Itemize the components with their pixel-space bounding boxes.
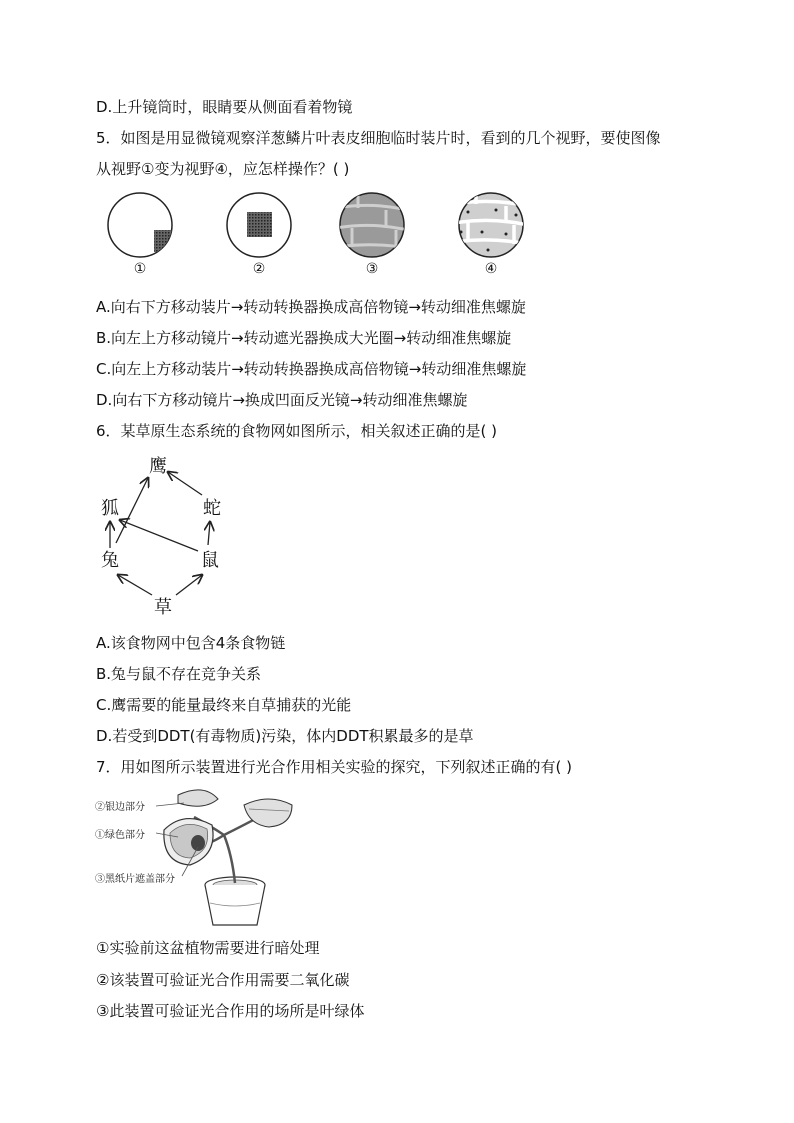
q5-stem-line1: 5．如图是用显微镜观察洋葱鳞片叶表皮细胞临时装片时，看到的几个视野，要使图像: [96, 129, 661, 147]
q6-option-b: B.兔与鼠不存在竞争关系: [96, 665, 262, 683]
view-3-label: ③: [365, 261, 379, 277]
view-1-label: ①: [133, 261, 147, 277]
microscope-views-figure: [96, 190, 536, 280]
q5-option-c: C.向左上方移动装片→转动转换器换成高倍物镜→转动细准焦螺旋: [96, 360, 527, 378]
node-hawk: 鹰: [149, 456, 167, 477]
q7-statement-1: ①实验前这盆植物需要进行暗处理: [96, 939, 320, 957]
q6-option-a: A.该食物网中包含4条食物链: [96, 634, 286, 652]
q4-option-d: D.上升镜筒时，眼睛要从侧面看着物镜: [96, 98, 353, 116]
view-2-label: ②: [252, 261, 266, 277]
view-4-label: ④: [484, 261, 498, 277]
food-web-diagram: [90, 450, 240, 620]
q6-stem: 6．某草原生态系统的食物网如图所示，相关叙述正确的是( ): [96, 422, 498, 440]
node-snake: 蛇: [203, 498, 221, 519]
q5-option-a: A.向右下方移动装片→转动转换器换成高倍物镜→转动细准焦螺旋: [96, 298, 526, 316]
q5-option-d: D.向右下方移动镜片→换成凹面反光镜→转动细准焦螺旋: [96, 391, 468, 409]
q6-option-d: D.若受到DDT(有毒物质)污染，体内DDT积累最多的是草: [96, 727, 474, 745]
node-fox: 狐: [101, 498, 119, 519]
view-3: [336, 193, 408, 257]
node-rabbit: 兔: [101, 550, 119, 571]
node-mouse: 鼠: [201, 550, 219, 571]
flower-pot: [205, 877, 265, 925]
view-2: [227, 193, 291, 257]
label-silver-edge: ②银边部分: [95, 802, 145, 813]
q6-option-c: C.鹰需要的能量最终来自草捕获的光能: [96, 696, 352, 714]
view-4: [454, 190, 528, 257]
node-grass: 草: [154, 597, 172, 618]
label-green-part: ①绿色部分: [95, 830, 145, 841]
q7-stem: 7．用如图所示装置进行光合作用相关实验的探究，下列叙述正确的有( ): [96, 758, 573, 776]
q7-statement-3: ③此装置可验证光合作用的场所是叶绿体: [96, 1002, 365, 1020]
view-1: [108, 193, 174, 257]
label-black-paper: ③黑纸片遮盖部分: [95, 874, 175, 885]
q5-option-b: B.向左上方移动镜片→转动遮光器换成大光圈→转动细准焦螺旋: [96, 329, 512, 347]
q7-statement-2: ②该装置可验证光合作用需要二氧化碳: [96, 971, 350, 989]
q5-stem-line2: 从视野①变为视野④，应怎样操作？( ): [96, 160, 350, 178]
